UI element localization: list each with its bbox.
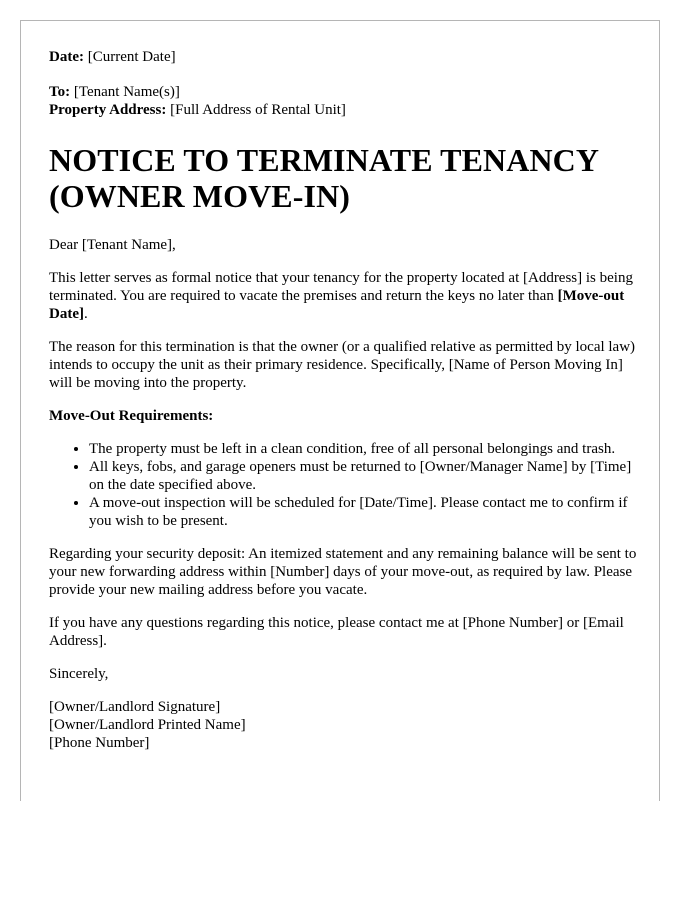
notice-paragraph	[49, 269, 639, 323]
address-value: [Full Address of Rental Unit]	[170, 102, 346, 118]
closing: Sincerely,	[49, 666, 109, 682]
signature-line: [Owner/Landlord Signature]	[49, 699, 221, 715]
date-label: Date:	[49, 49, 84, 65]
to-line	[49, 83, 639, 101]
date-block	[49, 48, 639, 66]
moveout-date: [Move-out Date]	[49, 288, 625, 322]
to-value: [Tenant Name(s)]	[73, 84, 180, 100]
address-line	[49, 101, 639, 119]
requirements-list	[49, 440, 639, 530]
notice-text: This letter serves as formal notice that your tenancy for the property located at [Address] is being terminated. You are required to vacate the premises and return the keys no later than	[49, 270, 633, 304]
title-line-1: NOTICE TO TERMINATE TENANCY	[49, 142, 600, 178]
notice-period: .	[83, 306, 88, 322]
to-label: To:	[49, 84, 71, 100]
reason-paragraph: The reason for this termination is that the owner (or a qualified relative as permitted by local law) intends to occupy the unit as their primary residence. Specifically, [Name of Person Moving In] will be moving into the property.	[49, 339, 636, 391]
requirement-item: • A move-out inspection will be scheduled for [Date/Time]. Please contact me to confirm if you wish to be present.	[89, 494, 639, 530]
requirements-heading: Move-Out Requirements:	[49, 408, 214, 424]
date-value: [Current Date]	[87, 49, 176, 65]
address-label: Property Address:	[49, 102, 167, 118]
salutation: Dear [Tenant Name],	[49, 237, 176, 253]
printed-name-line: [Owner/Landlord Printed Name]	[49, 717, 246, 733]
date-line	[49, 48, 639, 66]
requirement-item: • All keys, fobs, and garage openers must be returned to [Owner/Manager Name] by [Time] on the date specified above.	[89, 458, 639, 494]
title-line-2: (OWNER MOVE-IN)	[49, 178, 351, 214]
document-title	[49, 142, 639, 214]
letter-body	[49, 48, 639, 752]
deposit-paragraph: Regarding your security deposit: An itemized statement and any remaining balance will be sent to your new forwarding address within [Number] days of your move-out, as required by law. Please provide your new mailing address before you vacate.	[49, 546, 637, 598]
requirement-item: • The property must be left in a clean condition, free of all personal belongings and trash.	[89, 440, 639, 458]
recipient-block	[49, 83, 639, 119]
contact-paragraph: If you have any questions regarding this notice, please contact me at [Phone Number] or [Email Address].	[49, 615, 624, 649]
signature-block	[49, 698, 639, 752]
phone-line: [Phone Number]	[49, 735, 150, 751]
